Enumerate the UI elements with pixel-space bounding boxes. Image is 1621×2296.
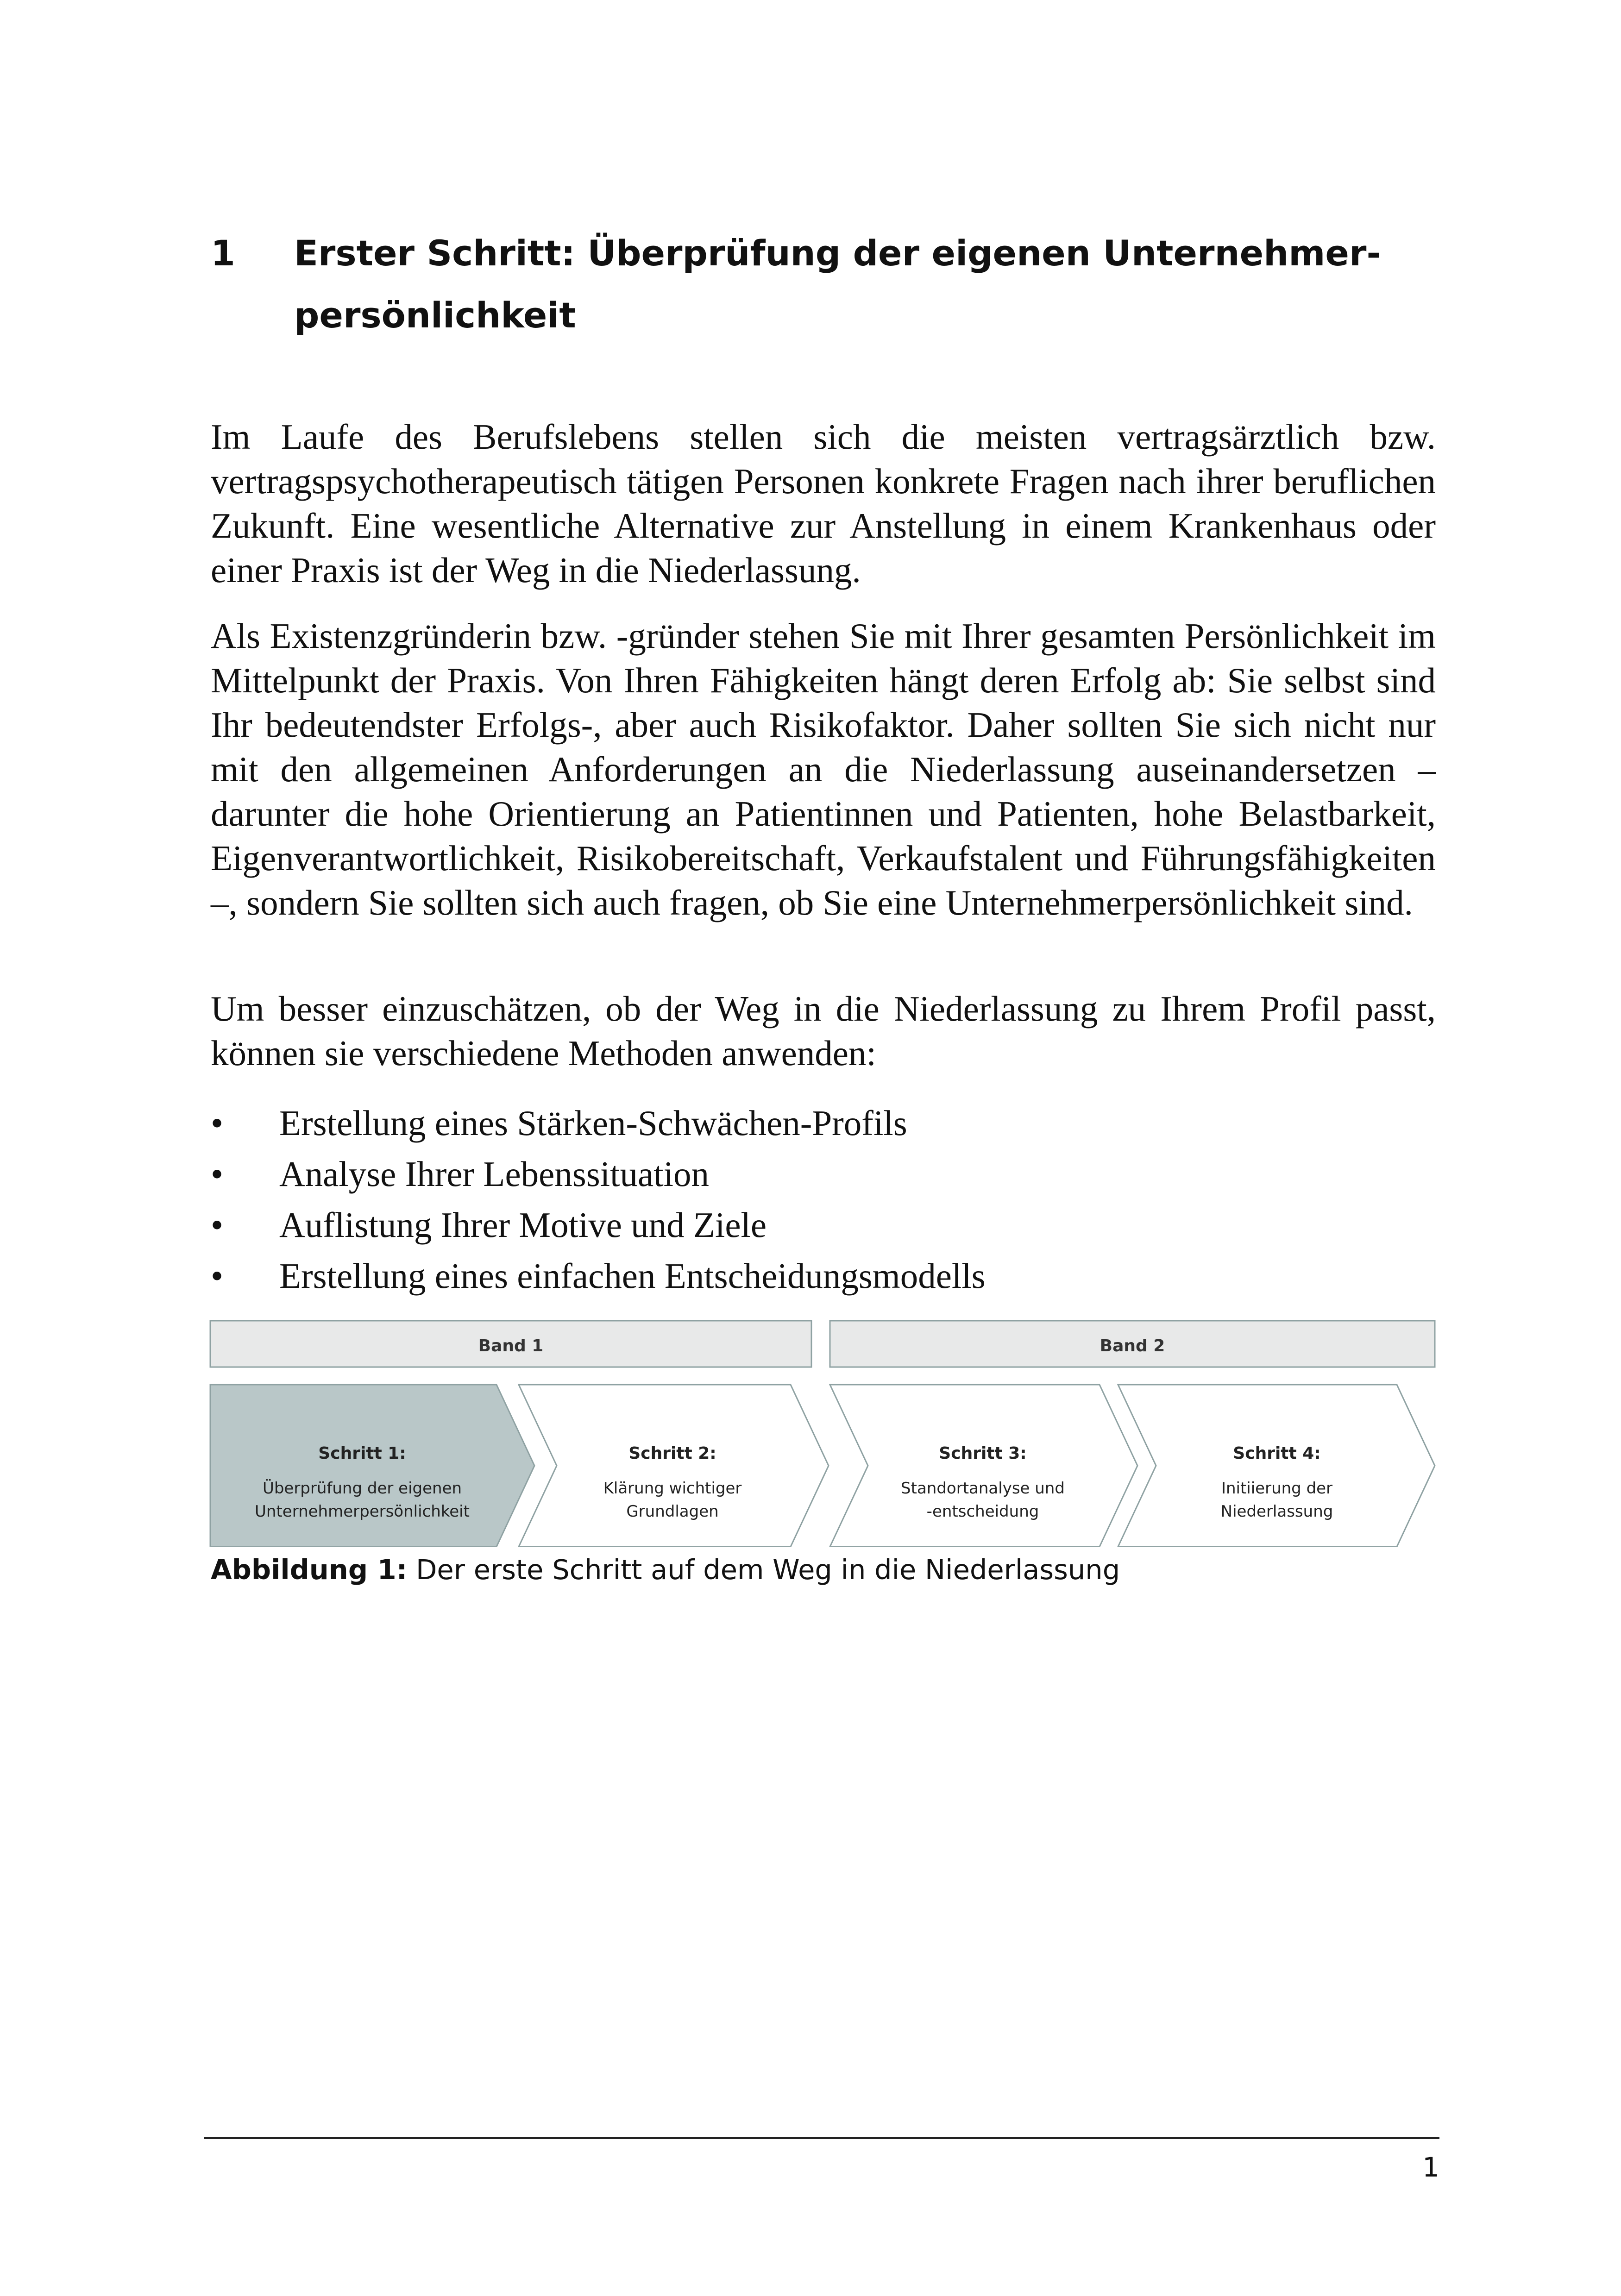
step-3 bbox=[830, 1385, 1137, 1547]
step-3-line2: -entscheidung bbox=[926, 1502, 1039, 1521]
figure-caption bbox=[211, 1551, 1120, 1588]
band-2-label: Band 2 bbox=[1100, 1336, 1165, 1355]
methods-list bbox=[211, 1098, 1436, 1301]
step-2-chevron bbox=[519, 1385, 829, 1547]
footer-divider bbox=[204, 2137, 1439, 2139]
step-2 bbox=[519, 1385, 829, 1547]
step-4-chevron bbox=[1118, 1385, 1435, 1547]
section-heading bbox=[211, 222, 1443, 346]
page-number: 1 bbox=[1422, 2152, 1439, 2183]
bullet-icon: • bbox=[211, 1154, 223, 1194]
bullet-icon: • bbox=[211, 1256, 223, 1296]
step-1-chevron bbox=[210, 1385, 534, 1547]
step-2-line2: Grundlagen bbox=[626, 1502, 719, 1521]
step-1-line1: Überprüfung der eigenen bbox=[262, 1479, 462, 1498]
step-1-label: Schritt 1: bbox=[318, 1444, 406, 1463]
step-4-line2: Niederlassung bbox=[1220, 1502, 1333, 1521]
step-1-line2: Unternehmerpersönlichkeit bbox=[255, 1502, 470, 1521]
band-2 bbox=[830, 1321, 1435, 1367]
list-item: • Analyse Ihrer Lebenssituation bbox=[211, 1148, 1436, 1199]
section-title: Erster Schritt: Überprüfung der eigenen Unternehmer-persönlichkeit bbox=[294, 232, 1381, 336]
step-3-line1: Standortanalyse und bbox=[901, 1479, 1065, 1498]
step-1 bbox=[210, 1385, 534, 1547]
section-number: 1 bbox=[211, 232, 235, 274]
step-2-label: Schritt 2: bbox=[628, 1444, 716, 1463]
paragraph-methods: Um besser einzuschätzen, ob der Weg in die Niederlassung zu Ihrem Profil passt, können sie verschiedene Methoden anwenden: bbox=[211, 989, 1436, 1073]
process-figure bbox=[209, 1320, 1437, 1549]
caption-text: Der erste Schritt auf dem Weg in die Niederlassung bbox=[407, 1554, 1120, 1586]
band-1 bbox=[210, 1321, 811, 1367]
list-item: • Auflistung Ihrer Motive und Ziele bbox=[211, 1199, 1436, 1250]
paragraph-personality: Als Existenzgründerin bzw. -gründer stehen Sie mit Ihrer gesamten Persönlichkeit im Mittelpunkt der Praxis. Von Ihren Fähigkeiten hängt deren Erfolg ab: Sie selbst sind Ihr bedeutendster Erfolgs-, aber auch Risikofaktor. Daher sollten Sie sich nicht nur mit den allgemeinen Anforderungen an die Niederlassung auseinandersetzen – darunter die hohe Orientierung an Patientinnen und Patienten, hohe Belastbarkeit, Eigenverantwortlichkeit, Risikobereitschaft, Verkaufstalent und Führungsfähigkeiten –, sondern Sie sollten sich auch fragen, ob Sie eine Unternehmerpersönlichkeit sind. bbox=[211, 616, 1436, 922]
paragraph-intro: Im Laufe des Berufslebens stellen sich die meisten vertragsärztlich bzw. vertragspsychotherapeutisch tätigen Personen konkrete Fragen nach ihrer beruflichen Zukunft. Eine wesentliche Alternative zur Anstellung in einem Krankenhaus oder einer Praxis ist der Weg in die Niederlassung. bbox=[211, 417, 1436, 590]
step-2-line1: Klärung wichtiger bbox=[603, 1479, 742, 1498]
caption-label: Abbildung 1: bbox=[211, 1554, 408, 1586]
bullet-icon: • bbox=[211, 1103, 223, 1143]
step-4-label: Schritt 4: bbox=[1233, 1444, 1321, 1463]
step-3-label: Schritt 3: bbox=[939, 1444, 1027, 1463]
list-item: • Erstellung eines einfachen Entscheidungsmodells bbox=[211, 1250, 1436, 1301]
step-4-line1: Initiierung der bbox=[1221, 1479, 1333, 1498]
process-diagram bbox=[209, 1320, 1437, 1547]
list-item: • Erstellung eines Stärken-Schwächen-Profils bbox=[211, 1098, 1436, 1148]
bullet-icon: • bbox=[211, 1205, 223, 1245]
step-4 bbox=[1118, 1385, 1435, 1547]
step-3-chevron bbox=[830, 1385, 1137, 1547]
band-1-label: Band 1 bbox=[478, 1336, 544, 1355]
